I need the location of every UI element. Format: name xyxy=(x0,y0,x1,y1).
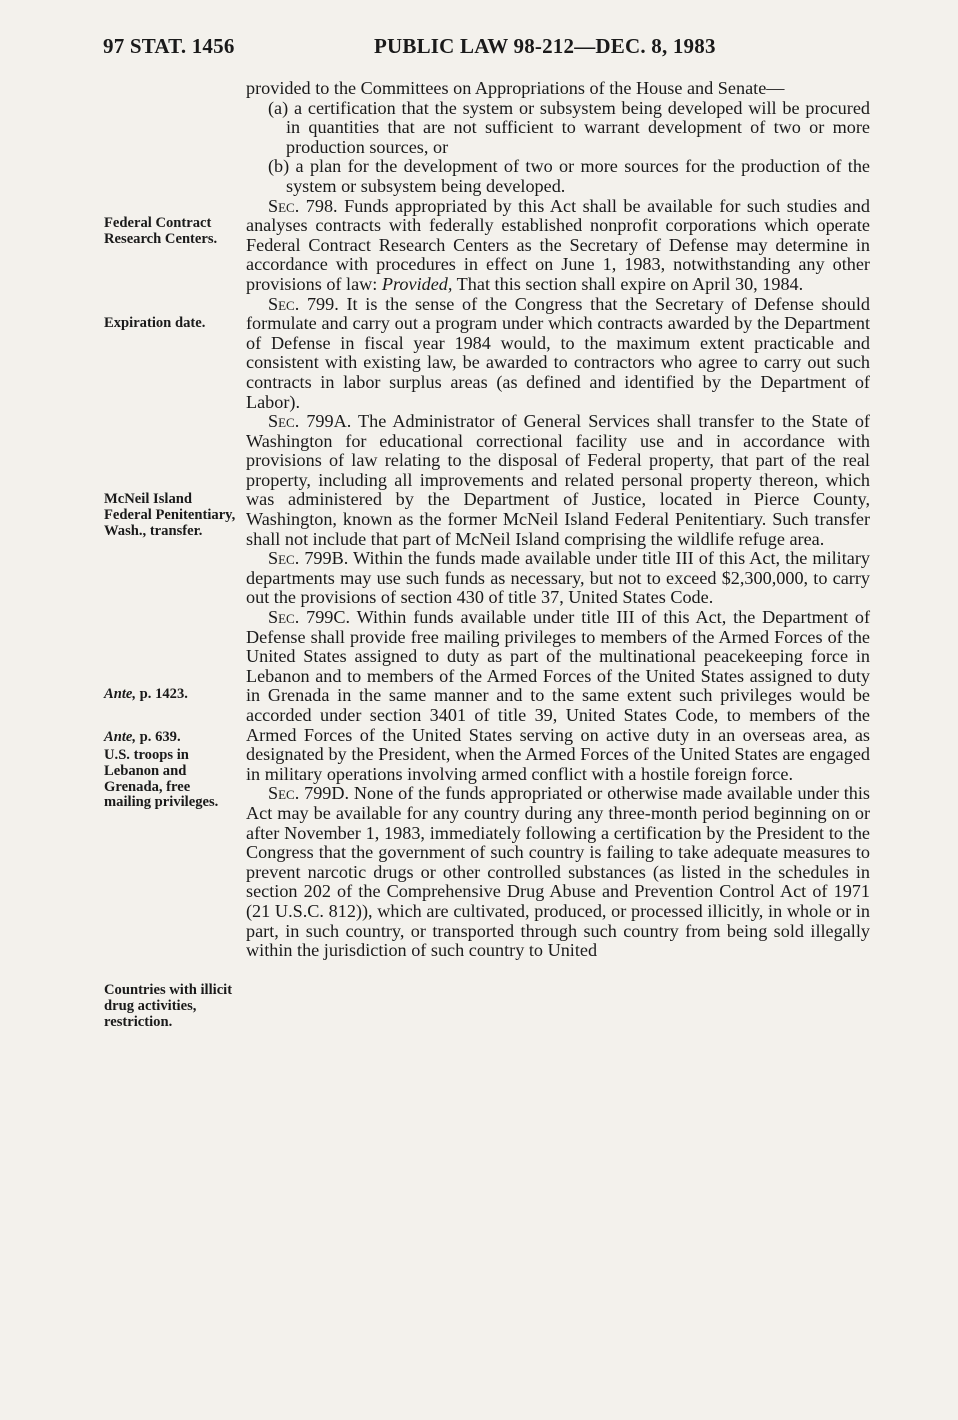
public-law-title: PUBLIC LAW 98-212—DEC. 8, 1983 xyxy=(374,34,716,58)
section-799-text: 799. It is the sense of the Congress that the Secretary of Defense should formulate and carry out a program under which contracts awarded by the Department of Defense in fiscal year 1984 would, to the maximum extent practicable and consistent with existing law, be awarded to contractors who agree to carry out such contracts in labor surplus areas (as defined and identified by the Department of Labor). xyxy=(246,293,870,412)
ante-page: p. 639. xyxy=(136,729,181,745)
sec-label: Sec. xyxy=(268,195,300,216)
section-799c-text: 799C. Within funds available under title III of this Act, the Department of Defense shall provide free mailing privileges to members of the Armed Forces of the United States assigned to duty as part of the multinational peacekeeping force in Lebanon and to members of the Armed Forces of the United States assigned to duty in Grenada in the same manner and to the same extent such privileges would be accorded under section 3401 of title 39, United States Code, to members of the Armed Forces of the United States serving on active duty in an overseas area, as designated by the President, when the Armed Forces of the United States are engaged in military operations involving armed conflict with a hostile foreign force. xyxy=(246,607,870,784)
ante-italic: Ante, xyxy=(104,729,137,745)
paragraph-b: (b) a plan for the development of two or more sources for the production of the system or subsystem being developed. xyxy=(268,156,870,196)
sec-label: Sec. xyxy=(268,783,300,804)
provided-italic: Provided, xyxy=(381,273,453,294)
sec-label: Sec. xyxy=(268,548,300,569)
page-header xyxy=(0,34,958,64)
sec-label: Sec. xyxy=(268,293,300,314)
paragraph-intro: provided to the Committees on Appropriations of the House and Senate— xyxy=(246,78,785,98)
section-799 xyxy=(246,295,870,413)
stat-page-number: 97 STAT. 1456 xyxy=(103,34,235,58)
ante-page: p. 1423. xyxy=(136,686,188,702)
section-798-text: 798. Funds appropriated by this Act shall be available for such studies and analyses contracts with federally established nonprofit corporations which operate Federal Contract Research Centers as the Secretary of Defense may determine in accordance with procedures in effect on June 1, 1983, notwithstanding any other provisions of law: xyxy=(246,195,870,294)
margin-note-mcneil: McNeil Island Federal Penitentiary, Wash., transfer. xyxy=(104,491,236,539)
margin-note-ante-1423 xyxy=(104,687,236,703)
section-799d-text: 799D. None of the funds appropriated or otherwise made available under this Act may be available for any country during any three-month period beginning on or after November 1, 1983, immediately following a certification by the President to the Congress that the government of such country is failing to take adequate measures to prevent narcotic drugs or other controlled substances (as listed in the schedules in section 202 of the Comprehensive Drug Abuse and Prevention Control Act of 1971 (21 U.S.C. 812)), which are cultivated, produced, or processed illicitly, in whole or in part, in such country, or transported through such country from being sold illegally within the jurisdiction of such country to United xyxy=(246,783,870,961)
section-799c xyxy=(246,608,870,784)
section-798 xyxy=(246,197,870,295)
section-799d xyxy=(246,784,870,960)
margin-note-troops: U.S. troops in Lebanon and Grenada, free mailing privileges. xyxy=(104,747,219,811)
sec-label: Sec. xyxy=(268,607,300,628)
margin-note-ante-639 xyxy=(104,730,236,746)
section-799b xyxy=(246,549,870,608)
section-799b-text: 799B. Within the funds made available under title III of this Act, the military departments may use such funds as necessary, but not to exceed $2,300,000, to carry out the provisions of section 430 of title 37, United States Code. xyxy=(246,548,870,608)
body-text xyxy=(246,79,870,961)
section-799a xyxy=(246,412,870,549)
section-799a-text: 799A. The Administrator of General Services shall transfer to the State of Washington for educational correctional facility use and in accordance with provisions of law relating to the disposal of Federal property, that part of the real property, including all improvements and related personal property thereon, which was administered by the Department of Justice, located in Pierce County, Washington, known as the former McNeil Island Federal Penitentiary. Such transfer shall not include that part of McNeil Island comprising the wildlife refuge area. xyxy=(246,411,870,549)
section-798-text-end: That this section shall expire on April 30, 1984. xyxy=(452,273,804,294)
margin-note-expiration: Expiration date. xyxy=(104,315,206,331)
margin-note-fcrc: Federal Contract Research Centers. xyxy=(104,215,218,247)
sec-label: Sec. xyxy=(268,411,300,432)
margin-note-drug: Countries with illicit drug activities, restriction. xyxy=(104,982,233,1030)
ante-italic: Ante, xyxy=(104,686,137,702)
paragraph-a: (a) a certification that the system or subsystem being developed will be procured in quantities that are not sufficient to warrant development of two or more production sources, or xyxy=(268,97,870,157)
